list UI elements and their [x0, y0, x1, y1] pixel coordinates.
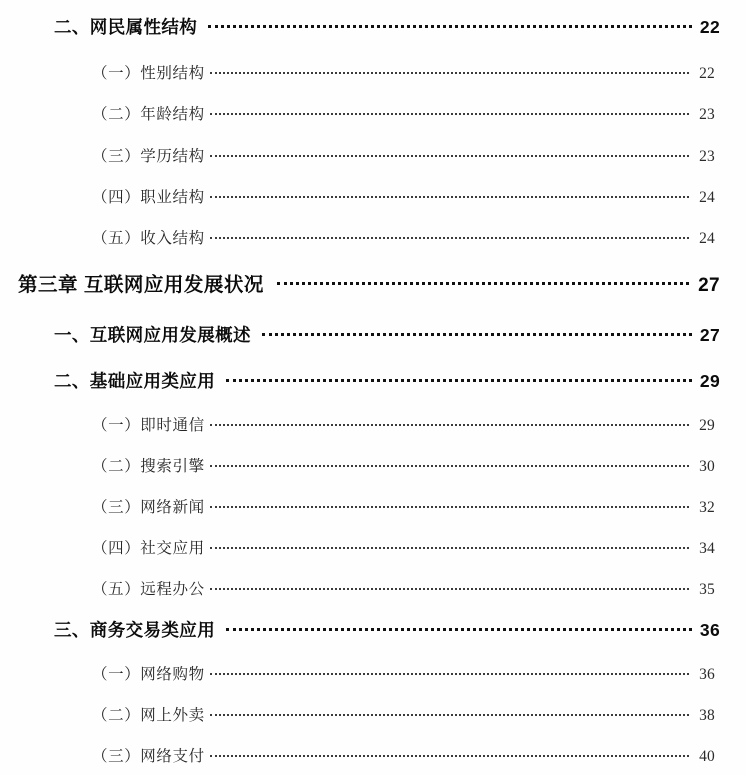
toc-entry-section[interactable] [54, 14, 720, 39]
toc-dot-leader [210, 456, 689, 472]
toc-entry-sub[interactable] [92, 454, 715, 476]
toc-entry-title: （三）网络支付 [92, 748, 205, 765]
toc-entry-section[interactable] [54, 617, 720, 642]
toc-entry-title: （三）网络新闻 [92, 499, 205, 516]
toc-dot-leader [210, 664, 689, 680]
toc-entry-sub[interactable] [92, 703, 715, 725]
toc-entry-page-number: 23 [699, 106, 715, 123]
toc-entry-title: 二、网民属性结构 [54, 17, 198, 37]
toc-entry-page-number: 36 [699, 620, 720, 640]
toc-entry-sub[interactable] [92, 495, 715, 517]
toc-dot-leader [210, 705, 689, 721]
toc-entry-title: （五）收入结构 [92, 230, 205, 247]
toc-entry-title: （四）社交应用 [92, 540, 205, 557]
toc-dot-leader [262, 324, 692, 342]
toc-entry-page-number: 30 [699, 458, 715, 475]
toc-entry-sub[interactable] [92, 226, 715, 248]
toc-dot-leader [210, 104, 689, 120]
toc-entry-sub[interactable] [92, 102, 715, 124]
toc-entry-chapter[interactable] [18, 269, 720, 297]
toc-entry-sub[interactable] [92, 536, 715, 558]
toc-entry-page-number: 40 [699, 748, 715, 765]
toc-entry-title: （三）学历结构 [92, 148, 205, 165]
toc-entry-page-number: 36 [699, 666, 715, 683]
toc-entry-sub[interactable] [92, 61, 715, 83]
toc-entry-page-number: 23 [699, 148, 715, 165]
toc-entry-title: 三、商务交易类应用 [54, 620, 216, 640]
toc-entry-title: （一）网络购物 [92, 666, 205, 683]
toc-entry-title: （二）年龄结构 [92, 106, 205, 123]
toc-entry-sub[interactable] [92, 144, 715, 166]
toc-dot-leader [226, 619, 692, 637]
toc-entry-sub[interactable] [92, 662, 715, 684]
toc-dot-leader [210, 228, 689, 244]
toc-dot-leader [210, 579, 689, 595]
toc-entry-title: 一、互联网应用发展概述 [54, 325, 251, 345]
toc-entry-title: （二）网上外卖 [92, 707, 205, 724]
toc-entry-page-number: 38 [699, 707, 715, 724]
toc-entry-sub[interactable] [92, 577, 715, 599]
toc-entry-title: （四）职业结构 [92, 189, 205, 206]
toc-entry-page-number: 32 [699, 499, 715, 516]
toc-dot-leader [277, 272, 689, 292]
toc-dot-leader [210, 187, 689, 203]
toc-entry-page-number: 29 [699, 417, 715, 434]
toc-entry-page-number: 29 [699, 371, 720, 391]
toc-entry-sub[interactable] [92, 744, 715, 766]
toc-entry-title: （一）性别结构 [92, 65, 205, 82]
toc-entry-page-number: 24 [699, 189, 715, 206]
toc-dot-leader [210, 415, 689, 431]
toc-entry-title: （一）即时通信 [92, 417, 205, 434]
toc-entry-page-number: 27 [698, 275, 720, 296]
toc-entry-section[interactable] [54, 368, 720, 393]
toc-entry-page-number: 22 [699, 17, 720, 37]
toc-dot-leader [210, 746, 689, 762]
toc-entry-page-number: 27 [699, 325, 720, 345]
toc-entry-page-number: 24 [699, 230, 715, 247]
toc-entry-page-number: 22 [699, 65, 715, 82]
toc-entry-title: （二）搜索引擎 [92, 458, 205, 475]
toc-entry-sub[interactable] [92, 413, 715, 435]
toc-dot-leader [208, 16, 692, 34]
toc-entry-section[interactable] [54, 322, 720, 347]
toc-dot-leader [226, 370, 692, 388]
toc-entry-title: 第三章 互联网应用发展状况 [18, 274, 264, 296]
toc-dot-leader [210, 146, 689, 162]
toc-dot-leader [210, 497, 689, 513]
toc-dot-leader [210, 63, 689, 79]
toc-dot-leader [210, 538, 689, 554]
toc-entry-title: （五）远程办公 [92, 581, 205, 598]
toc-entry-page-number: 35 [699, 581, 715, 598]
toc-entry-title: 二、基础应用类应用 [54, 371, 216, 391]
toc-entry-sub[interactable] [92, 185, 715, 207]
toc-entry-page-number: 34 [699, 540, 715, 557]
